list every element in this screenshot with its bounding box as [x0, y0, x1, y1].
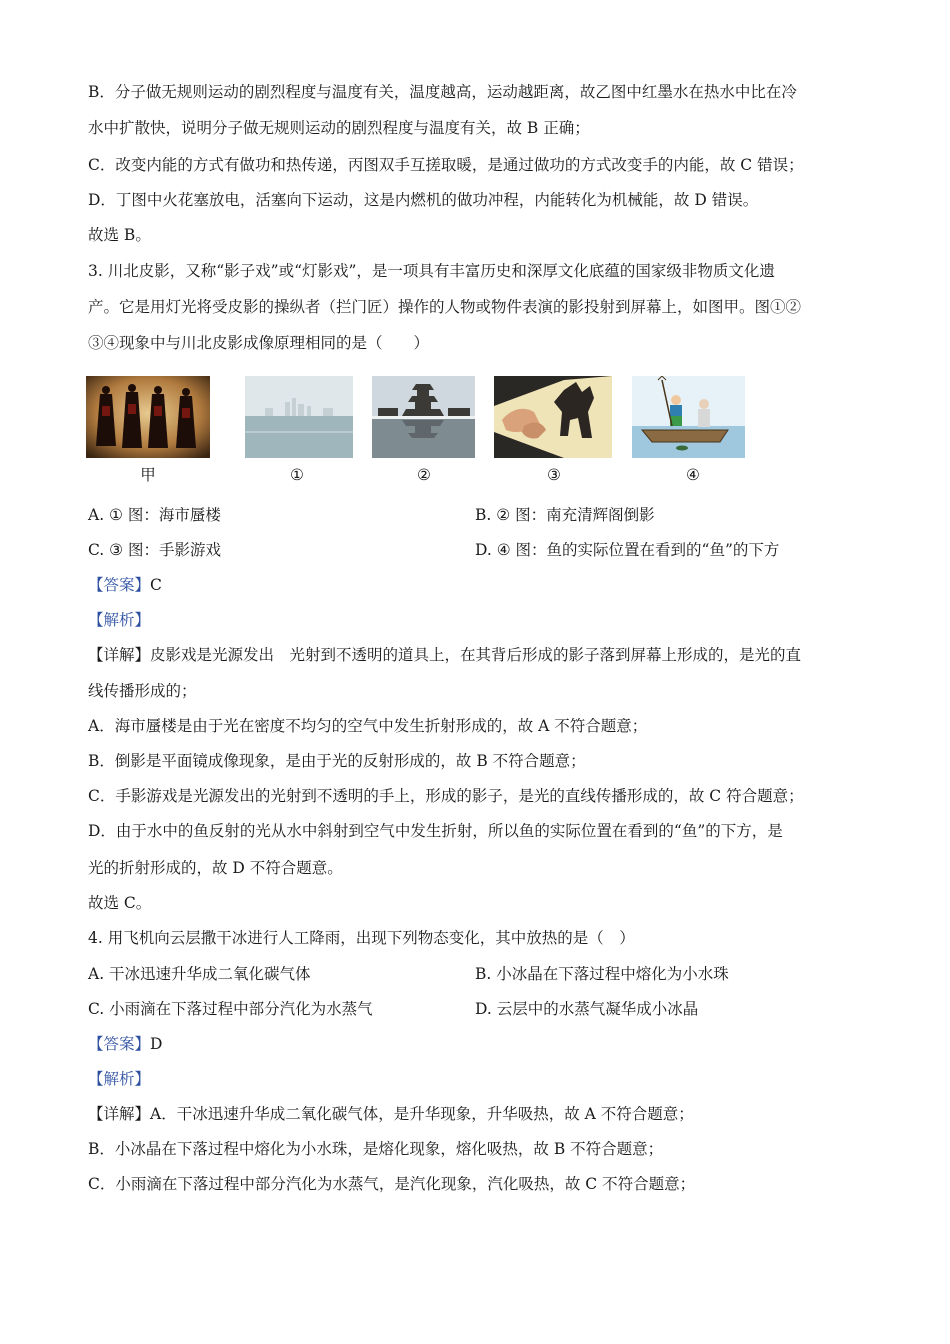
text-line: 故选 B。 [88, 226, 151, 244]
figure-shadow-puppets [86, 376, 210, 458]
detail-tag: 【详解】 [88, 646, 151, 664]
answer-line [88, 575, 162, 595]
question-3-text: 产。它是用灯光将受皮影的操纵者（拦门匠）操作的人物或物件表演的影投射到屏幕上，如图甲。图①② [88, 298, 802, 316]
detail-text: 皮影戏是光源发出 光射到不透明的道具上，在其背后形成的影子落到屏幕上形成的，是光的直 [150, 646, 802, 664]
figure-caption: ④ [686, 466, 700, 484]
analysis-tag [88, 610, 150, 630]
question-3-text: 3. 川北皮影，又称“影子戏”或“灯影戏”，是一项具有丰富历史和深厚文化底蕴的国家级非物质文化遗 [88, 262, 775, 280]
option-b: B. 小冰晶在下落过程中熔化为小水珠 [475, 965, 729, 983]
answer-line [88, 1034, 162, 1054]
figure-caption: 甲 [140, 466, 156, 484]
detail-tag: 【详解】 [88, 1105, 151, 1123]
answer-tag: 【答案】 [88, 1035, 151, 1053]
text-line: 故选 C。 [88, 894, 152, 912]
option-b: B. ② 图：南充清辉阁倒影 [475, 506, 655, 524]
text-line: A．海市蜃楼是由于光在密度不均匀的空气中发生折射形成的，故 A 不符合题意； [88, 717, 648, 735]
analysis-tag [88, 1069, 150, 1089]
text-line: C．改变内能的方式有做功和热传递，丙图双手互搓取暖，是通过做功的方式改变手的内能，故 C 错误； [88, 156, 804, 174]
text-line: D．丁图中火花塞放电，活塞向下运动，这是内燃机的做功冲程，内能转化为机械能，故 D 错误。 [88, 191, 759, 209]
answer-value: D [150, 1035, 163, 1053]
text-line: B．小冰晶在下落过程中熔化为小水珠，是熔化现象，熔化吸热，故 B 不符合题意； [88, 1140, 664, 1158]
option-d: D. 云层中的水蒸气凝华成小冰晶 [475, 1000, 699, 1018]
option-a: A. 干冰迅速升华成二氧化碳气体 [88, 965, 311, 983]
detail-line [88, 1104, 694, 1124]
text-line: 光的折射形成的，故 D 不符合题意。 [88, 859, 343, 877]
option-d: D. ④ 图：鱼的实际位置在看到的“鱼”的下方 [475, 541, 780, 559]
option-a: A. ① 图：海市蜃楼 [88, 506, 221, 524]
figure-caption: ② [417, 466, 431, 484]
figure-hand-shadow [494, 376, 612, 458]
figure-mirage [245, 376, 353, 458]
question-4-text: 4. 用飞机向云层撒干冰进行人工降雨，出现下列物态变化，其中放热的是（ ） [88, 929, 635, 947]
text-line: C．手影游戏是光源发出的光射到不透明的手上，形成的影子，是光的直线传播形成的，故 C 符合题意； [88, 787, 804, 805]
option-c: C. ③ 图：手影游戏 [88, 541, 221, 559]
text-line: B．分子做无规则运动的剧烈程度与温度有关，温度越高，运动越距离，故乙图中红墨水在热水中比在冷 [88, 83, 797, 101]
text-line: D．由于水中的鱼反射的光从水中斜射到空气中发生折射，所以鱼的实际位置在看到的“鱼”的下方，是 [88, 822, 783, 840]
figure-caption: ③ [547, 466, 561, 484]
analysis-label: 【解析】 [88, 611, 151, 629]
text-line: C．小雨滴在下落过程中部分汽化为水蒸气，是汽化现象，汽化吸热，故 C 不符合题意； [88, 1175, 696, 1193]
figure-pavilion-reflection [372, 376, 475, 458]
answer-value: C [150, 576, 162, 594]
figure-fishing-boat [632, 376, 745, 458]
detail-text: A．干冰迅速升华成二氧化碳气体，是升华现象，升华吸热，故 A 不符合题意； [150, 1105, 694, 1123]
answer-tag: 【答案】 [88, 576, 151, 594]
analysis-label: 【解析】 [88, 1070, 151, 1088]
figure-caption: ① [290, 466, 304, 484]
text-line: 水中扩散快，说明分子做无规则运动的剧烈程度与温度有关，故 B 正确； [88, 119, 590, 137]
detail-line [88, 645, 801, 665]
option-c: C. 小雨滴在下落过程中部分汽化为水蒸气 [88, 1000, 373, 1018]
text-line: B．倒影是平面镜成像现象，是由于光的反射形成的，故 B 不符合题意； [88, 752, 586, 770]
question-3-text: ③④现象中与川北皮影成像原理相同的是（ ） [88, 334, 430, 352]
text-line: 线传播形成的； [88, 682, 197, 700]
